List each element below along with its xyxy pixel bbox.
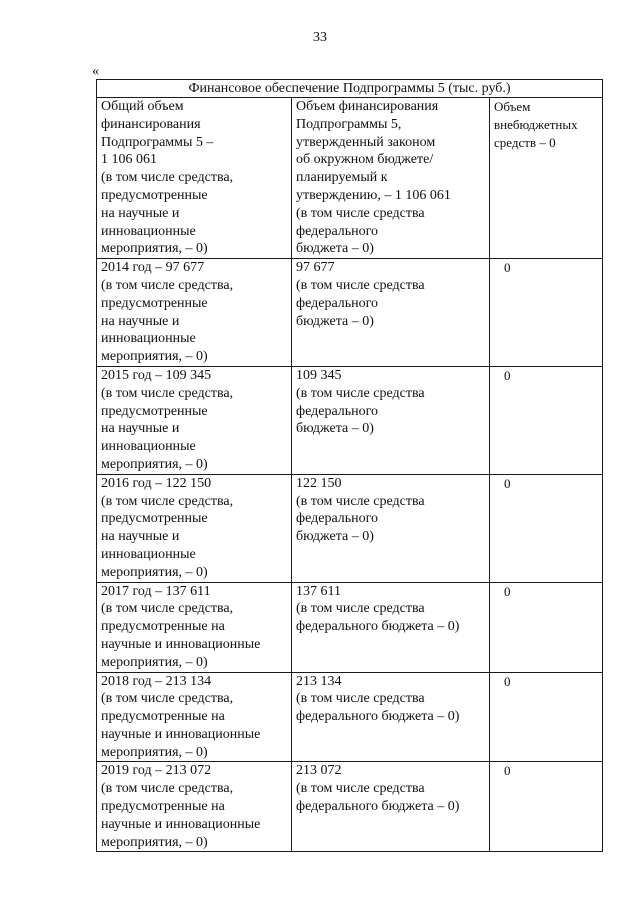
row-extrabudgetary-cell: 0 [490, 762, 603, 852]
row-extrabudgetary-cell: 0 [490, 366, 603, 474]
row-budget-cell: 137 611 (в том числе средства федерального бюджета – 0) [292, 582, 490, 672]
row-total-cell: 2018 год – 213 134 (в том числе средства, предусмотренные на научные и инновационные мероприятия, – 0) [97, 672, 292, 762]
header-budget-financing: Объем финансирования Подпрограммы 5, утвержденный законом об окружном бюджете/ планируемый к утверждению, – 1 106 061 (в том числе средства федерального бюджета – 0) [292, 98, 490, 259]
table-title: Финансовое обеспечение Подпрограммы 5 (тыс. руб.) [97, 80, 603, 98]
row-extrabudgetary-cell: 0 [490, 259, 603, 367]
table-header-row [97, 98, 603, 259]
row-total-cell: 2014 год – 97 677 (в том числе средства, предусмотренные на научные и инновационные мероприятия, – 0) [97, 259, 292, 367]
row-budget-cell: 97 677 (в том числе средства федерального бюджета – 0) [292, 259, 490, 367]
row-budget-cell: 122 150 (в том числе средства федерального бюджета – 0) [292, 474, 490, 582]
financing-table [96, 79, 603, 852]
page-number: 33 [313, 30, 327, 45]
table-row [97, 582, 603, 672]
row-budget-cell: 213 072 (в том числе средства федерального бюджета – 0) [292, 762, 490, 852]
row-budget-cell: 109 345 (в том числе средства федерального бюджета – 0) [292, 366, 490, 474]
table-row [97, 259, 603, 367]
table-row [97, 762, 603, 852]
table-row [97, 672, 603, 762]
table-row [97, 366, 603, 474]
header-total-financing: Общий объем финансирования Подпрограммы 5 – 1 106 061 (в том числе средства, предусмотренные на научные и инновационные мероприятия, – 0) [97, 98, 292, 259]
row-extrabudgetary-cell: 0 [490, 582, 603, 672]
row-total-cell: 2017 год – 137 611 (в том числе средства, предусмотренные на научные и инновационные мероприятия, – 0) [97, 582, 292, 672]
table-row [97, 474, 603, 582]
opening-quote-mark: « [92, 64, 99, 79]
row-budget-cell: 213 134 (в том числе средства федерального бюджета – 0) [292, 672, 490, 762]
row-total-cell: 2016 год – 122 150 (в том числе средства, предусмотренные на научные и инновационные мероприятия, – 0) [97, 474, 292, 582]
table-title-row [97, 80, 603, 98]
row-total-cell: 2015 год – 109 345 (в том числе средства, предусмотренные на научные и инновационные мероприятия, – 0) [97, 366, 292, 474]
header-extrabudgetary: Объем внебюджетных средств – 0 [490, 98, 603, 259]
row-total-cell: 2019 год – 213 072 (в том числе средства, предусмотренные на научные и инновационные мероприятия, – 0) [97, 762, 292, 852]
row-extrabudgetary-cell: 0 [490, 474, 603, 582]
row-extrabudgetary-cell: 0 [490, 672, 603, 762]
